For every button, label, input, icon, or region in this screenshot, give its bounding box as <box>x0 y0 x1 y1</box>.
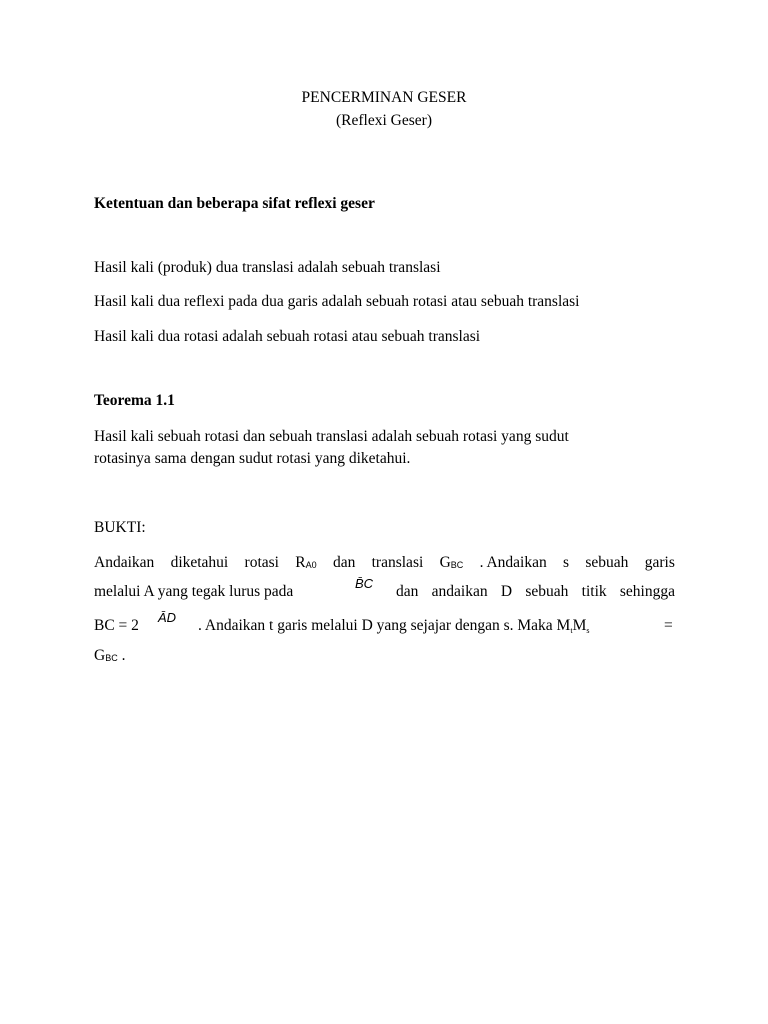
section-heading: Ketentuan dan beberapa sifat reflexi geser <box>94 195 375 212</box>
document-title: PENCERMINAN GESER <box>301 89 467 106</box>
property-3: Hasil kali dua rotasi adalah sebuah rotasi atau sebuah translasi <box>94 328 481 345</box>
m-subscript-s: s <box>586 626 590 635</box>
m-subscript-t: t <box>570 626 573 635</box>
proof-line-3-rest: . Andaikan t garis melalui D yang sejajar dengan s. Maka MtMs <box>198 617 590 635</box>
proof-line-4: GBC . <box>94 647 126 664</box>
proof-word: translasi <box>371 554 424 571</box>
proof-word: dan <box>332 554 356 571</box>
vector-ad: ĀD <box>158 610 177 625</box>
proof-line-2-start: melalui A yang tegak lurus pada <box>94 583 294 600</box>
proof-word: . Andaikan <box>479 554 547 571</box>
translation-subscript: BC <box>450 560 464 570</box>
proof-word: rotasi <box>244 554 279 571</box>
property-2: Hasil kali dua reflexi pada dua garis adalah sebuah rotasi atau sebuah translasi <box>94 293 580 310</box>
proof-line-2-rest: dan andaikan D sebuah titik sehingga <box>396 583 675 600</box>
proof-line-3-start: BC = 2 <box>94 617 139 634</box>
translation-symbol: GBC <box>439 554 464 571</box>
property-1: Hasil kali (produk) dua translasi adalah sebuah translasi <box>94 259 441 276</box>
theorem-heading: Teorema 1.1 <box>94 392 175 409</box>
theorem-line-1: Hasil kali sebuah rotasi dan sebuah translasi adalah sebuah rotasi yang sudut <box>94 428 569 445</box>
proof-line-1 <box>94 553 675 574</box>
proof-word: Andaikan <box>94 554 155 571</box>
document-subtitle: (Reflexi Geser) <box>336 112 432 129</box>
proof-word: s <box>563 554 570 571</box>
equals-sign: = <box>664 617 673 634</box>
proof-heading: BUKTI: <box>94 519 146 536</box>
theorem-line-2: rotasinya sama dengan sudut rotasi yang diketahui. <box>94 450 411 467</box>
rotation-subscript: A0 <box>305 560 317 570</box>
proof-word: diketahui <box>170 554 229 571</box>
proof-word: garis <box>644 554 675 571</box>
translation-subscript: BC <box>105 653 118 663</box>
proof-word: sebuah <box>585 554 629 571</box>
rotation-symbol: RA0 <box>295 554 317 571</box>
vector-bc: B̄C <box>355 576 374 591</box>
